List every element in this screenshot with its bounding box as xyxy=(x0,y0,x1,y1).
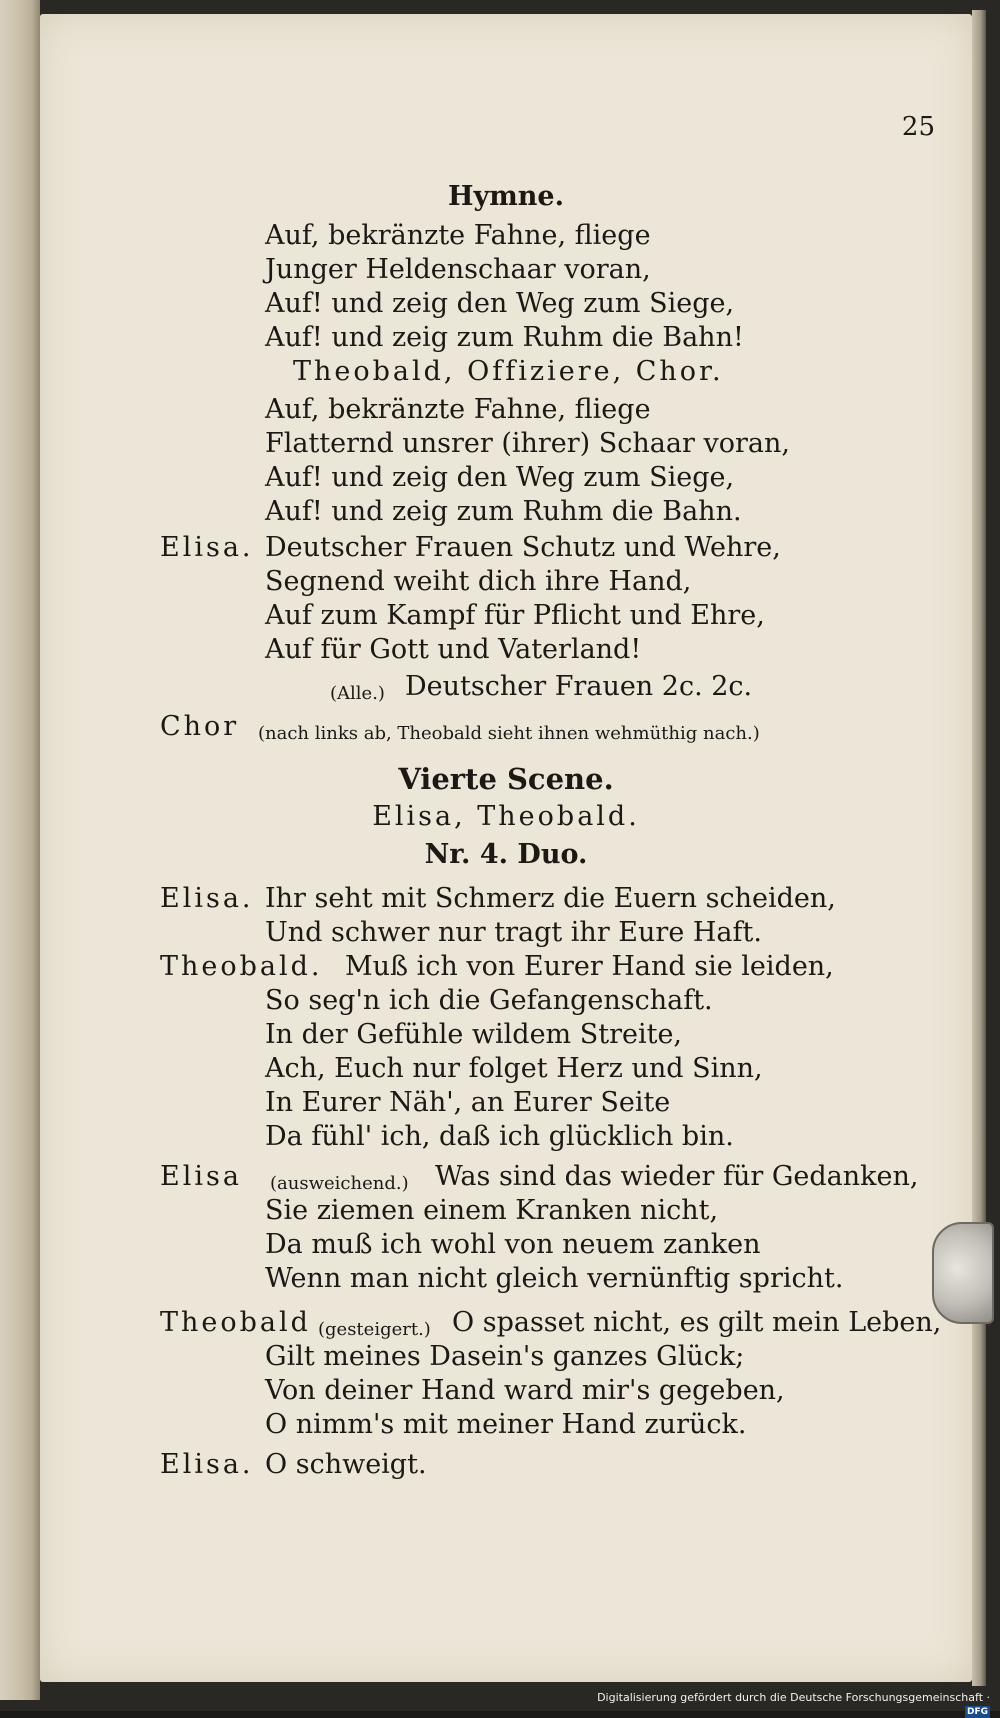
duo-speaker: Theobald. xyxy=(160,951,323,982)
page-right-edge xyxy=(972,10,986,1686)
duo-speaker: Elisa. xyxy=(160,883,254,914)
duo-line: Ach, Euch nur folget Herz und Sinn, xyxy=(265,1053,763,1084)
alle-line: Deutscher Frauen 2c. 2c. xyxy=(405,671,753,702)
duo-line: In der Gefühle wildem Streite, xyxy=(265,1019,683,1050)
duo-line: Und schwer nur tragt ihr Eure Haft. xyxy=(265,917,762,948)
duo-line: Von deiner Hand ward mir's gegeben, xyxy=(265,1375,785,1406)
scene-number: Nr. 4. Duo. xyxy=(424,839,588,870)
elisa-speaker: Elisa. xyxy=(160,532,254,563)
elisa-line: Auf zum Kampf für Pflicht und Ehre, xyxy=(265,600,765,631)
scene-title: Vierte Scene. xyxy=(398,762,614,796)
duo-line: Da muß ich wohl von neuem zanken xyxy=(265,1229,761,1260)
hymne-verse1-line: Auf, bekränzte Fahne, fliege xyxy=(265,220,651,251)
book-gutter-edge xyxy=(0,0,40,1700)
chor-speaker: Chor xyxy=(160,711,240,742)
hymne-verse2-line: Auf! und zeig zum Ruhm die Bahn. xyxy=(265,496,742,527)
hymne-verse2-line: Auf, bekränzte Fahne, fliege xyxy=(265,394,651,425)
dfg-logo: DFG xyxy=(966,1707,988,1717)
duo-line: Muß ich von Eurer Hand sie leiden, xyxy=(345,951,834,982)
hymne-title: Hymne. xyxy=(448,181,564,212)
duo-speaker: Theobald xyxy=(160,1307,311,1338)
duo-speaker: Elisa. xyxy=(160,1449,254,1480)
hymne-verse2-line: Auf! und zeig den Weg zum Siege, xyxy=(265,462,735,493)
duo-line: O schweigt. xyxy=(265,1449,427,1480)
hymne-verse1-line: Junger Heldenschaar voran, xyxy=(265,254,651,285)
elisa-line: Segnend weiht dich ihre Hand, xyxy=(265,566,692,597)
elisa-line: Deutscher Frauen Schutz und Wehre, xyxy=(265,532,781,563)
hymne-verse1-line: Auf! und zeig den Weg zum Siege, xyxy=(265,288,735,319)
duo-line: In Eurer Näh', an Eurer Seite xyxy=(265,1087,671,1118)
duo-line: Wenn man nicht gleich vernünftig spricht. xyxy=(265,1263,844,1294)
duo-line: O spasset nicht, es gilt mein Leben, xyxy=(452,1307,942,1338)
duo-line: O nimm's mit meiner Hand zurück. xyxy=(265,1409,747,1440)
digitization-credit xyxy=(580,1691,990,1718)
hymne-verse2-line: Flatternd unsrer (ihrer) Schaar voran, xyxy=(265,428,790,459)
duo-line: Gilt meines Dasein's ganzes Glück; xyxy=(265,1341,745,1372)
chorus-speakers: Theobald, Offiziere, Chor. xyxy=(293,356,724,387)
hymne-verse1-line: Auf! und zeig zum Ruhm die Bahn! xyxy=(265,322,744,353)
duo-stage-direction: (gesteigert.) xyxy=(318,1319,431,1340)
chor-stage-direction: (nach links ab, Theobald sieht ihnen wehmüthig nach.) xyxy=(258,723,760,744)
scene-characters: Elisa, Theobald. xyxy=(372,801,640,832)
duo-line: Ihr seht mit Schmerz die Euern scheiden, xyxy=(265,883,836,914)
credit-text: Digitalisierung gefördert durch die Deutsche Forschungsgemeinschaft · xyxy=(597,1691,990,1704)
duo-stage-direction: (ausweichend.) xyxy=(270,1173,409,1194)
duo-line: Sie ziemen einem Kranken nicht, xyxy=(265,1195,719,1226)
duo-line: So seg'n ich die Gefangenschaft. xyxy=(265,985,713,1016)
duo-line: Da fühl' ich, daß ich glücklich bin. xyxy=(265,1121,734,1152)
alle-note: (Alle.) xyxy=(330,683,385,704)
page-number: 25 xyxy=(901,112,935,142)
duo-speaker: Elisa xyxy=(160,1161,242,1192)
duo-line: Was sind das wieder für Gedanken, xyxy=(435,1161,919,1192)
elisa-line: Auf für Gott und Vaterland! xyxy=(265,634,642,665)
